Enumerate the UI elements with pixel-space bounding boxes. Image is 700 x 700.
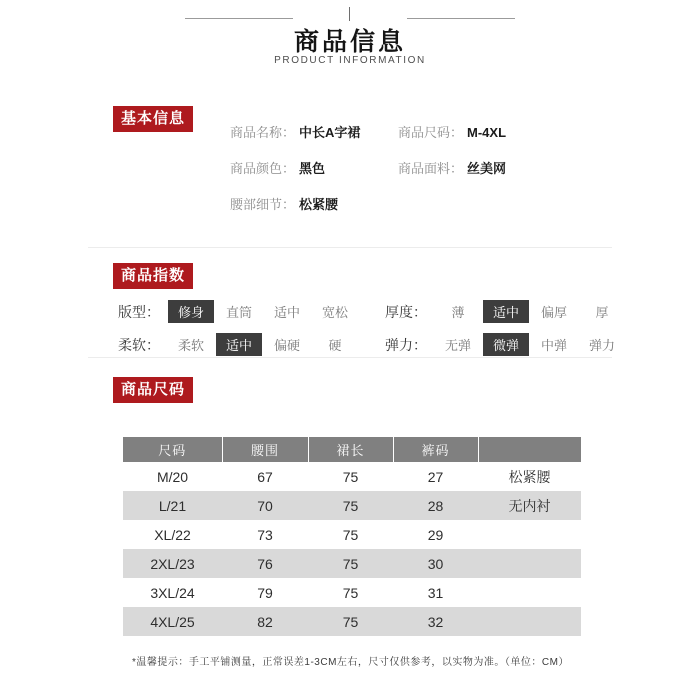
table-cell: 28 (393, 491, 478, 520)
field-value: M-4XL (467, 125, 507, 140)
page-title: 商品信息 (293, 28, 406, 56)
header-center-tick (349, 7, 350, 21)
table-cell: 73 (257, 526, 273, 543)
index-group-label: 版型： (118, 303, 160, 320)
field-product-color (230, 160, 398, 178)
index-group-softness (118, 333, 385, 356)
table-cell: L/21 (123, 491, 222, 520)
table-header-cell: 裤码 (393, 437, 478, 462)
table-cell: 75 (342, 584, 359, 601)
index-option: 中弹 (540, 338, 567, 353)
field-value: 松紧腰 (299, 197, 339, 212)
table-header-cell: 腰围 (222, 437, 308, 462)
table-cell: 75 (308, 607, 393, 636)
index-option: 无弹 (444, 338, 471, 353)
table-cell: 79 (257, 584, 273, 601)
index-option: 适中 (273, 305, 300, 320)
header-right-line (407, 18, 515, 19)
index-option: 厚 (595, 305, 609, 320)
table-cell: 松紧腰 (508, 468, 551, 485)
table-cell (478, 520, 581, 549)
basic-info-badge: 基本信息 (113, 106, 193, 132)
table-row (123, 578, 581, 607)
index-option: 硬 (328, 338, 342, 353)
basic-info-grid (230, 124, 506, 214)
field-label: 商品名称： (230, 125, 296, 140)
product-index-badge: 商品指数 (113, 263, 193, 289)
index-group-label: 柔软： (118, 336, 160, 353)
table-row (123, 607, 581, 636)
index-option: 宽松 (321, 305, 348, 320)
index-option: 偏硬 (273, 338, 300, 353)
table-cell (478, 549, 581, 578)
index-option: 适中 (483, 300, 529, 323)
table-cell: 82 (222, 607, 308, 636)
index-group-thickness (385, 300, 627, 323)
field-product-fabric (398, 160, 506, 178)
table-cell: 70 (222, 491, 308, 520)
field-value: 中长A字裙 (299, 125, 361, 140)
table-cell: 3XL/24 (150, 584, 195, 601)
table-cell: 4XL/25 (123, 607, 222, 636)
table-row (123, 491, 581, 520)
index-group-label: 弹力： (385, 336, 427, 353)
table-row (123, 462, 581, 491)
size-chart-badge: 商品尺码 (113, 377, 193, 403)
field-label: 腰部细节： (230, 197, 296, 212)
index-option: 适中 (216, 333, 262, 356)
table-cell: 31 (427, 584, 444, 601)
section-divider (88, 247, 612, 248)
table-cell: 32 (393, 607, 478, 636)
index-option: 微弹 (483, 333, 529, 356)
field-label: 商品尺码： (398, 125, 464, 140)
field-value: 丝美网 (467, 161, 507, 176)
table-header-row (123, 437, 581, 462)
field-product-name (230, 124, 398, 142)
index-option: 薄 (451, 305, 465, 320)
table-cell: 无内衬 (478, 491, 581, 520)
page-subtitle: PRODUCT INFORMATION (274, 55, 426, 66)
index-option: 柔软 (177, 338, 204, 353)
table-cell: 29 (427, 526, 444, 543)
table-row (123, 549, 581, 578)
index-option: 直筒 (225, 305, 252, 320)
table-cell: M/20 (156, 468, 189, 485)
field-product-size (398, 124, 506, 142)
table-cell (478, 607, 581, 636)
table-header-cell (478, 437, 581, 462)
table-cell: 75 (308, 549, 393, 578)
index-option: 修身 (168, 300, 214, 323)
measurement-note: *温馨提示：手工平铺测量，正常误差1-3CM左右，尺寸仅供参考，以实物为准。（单位：CM） (132, 657, 569, 668)
size-chart-table (123, 437, 581, 636)
table-cell: 75 (308, 491, 393, 520)
table-cell (478, 578, 581, 607)
index-option: 弹力 (588, 338, 615, 353)
table-cell: 67 (257, 468, 273, 485)
index-option: 偏厚 (540, 305, 567, 320)
index-group-elasticity (385, 333, 627, 356)
index-group-fit (118, 300, 385, 323)
section-divider (88, 357, 612, 358)
field-value: 黑色 (299, 161, 326, 176)
table-header-cell: 裙长 (308, 437, 393, 462)
field-label: 商品面料： (398, 161, 464, 176)
table-cell: XL/22 (154, 526, 191, 543)
table-cell: 76 (222, 549, 308, 578)
table-cell: 27 (427, 468, 444, 485)
table-row (123, 520, 581, 549)
field-waist-detail (230, 196, 398, 214)
table-cell: 75 (342, 526, 359, 543)
table-cell: 30 (393, 549, 478, 578)
header-left-line (185, 18, 293, 19)
product-index-grid (118, 300, 627, 356)
field-label: 商品颜色： (230, 161, 296, 176)
table-cell: 2XL/23 (123, 549, 222, 578)
table-cell: 75 (342, 468, 359, 485)
table-header-cell: 尺码 (123, 437, 222, 462)
index-group-label: 厚度： (385, 303, 427, 320)
